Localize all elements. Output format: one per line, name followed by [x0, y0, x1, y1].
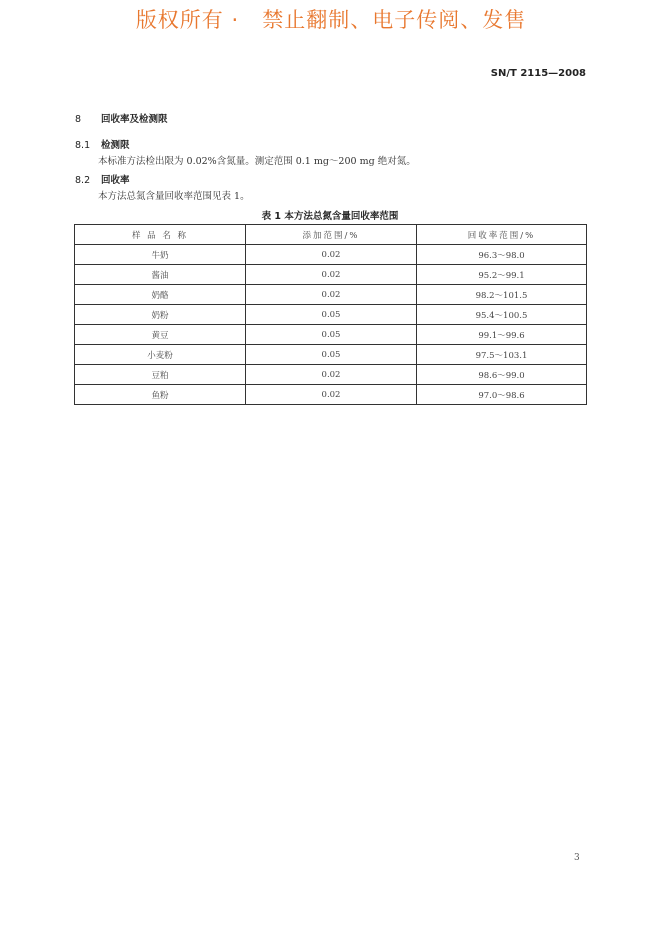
- cell-added: 0.05: [246, 345, 417, 365]
- cell-added: 0.02: [246, 285, 417, 305]
- cell-sample: 酱油: [75, 265, 246, 285]
- header-sample-name: 样 品 名 称: [75, 225, 246, 245]
- cell-sample: 奶酪: [75, 285, 246, 305]
- cell-recovery: 99.1～99.6: [417, 325, 587, 345]
- header-added-range: 添加范围/%: [246, 225, 417, 245]
- recovery-rate-text: 本方法总氮含量回收率范围见表 1。: [98, 191, 250, 202]
- cell-sample: 奶粉: [75, 305, 246, 325]
- cell-added: 0.02: [246, 245, 417, 265]
- page-number: 3: [574, 853, 580, 863]
- cell-sample: 牛奶: [75, 245, 246, 265]
- cell-recovery: 95.2～99.1: [417, 265, 587, 285]
- cell-recovery: 96.3～98.0: [417, 245, 587, 265]
- table-row: [75, 325, 587, 345]
- cell-recovery: 97.5～103.1: [417, 345, 587, 365]
- table-header-row: [75, 225, 587, 245]
- header-recovery-range: 回收率范围/%: [417, 225, 587, 245]
- cell-recovery: 97.0～98.6: [417, 385, 587, 405]
- table-row: [75, 265, 587, 285]
- section-title: 回收率: [101, 175, 130, 186]
- cell-added: 0.05: [246, 305, 417, 325]
- cell-recovery: 98.2～101.5: [417, 285, 587, 305]
- cell-added: 0.02: [246, 385, 417, 405]
- copyright-banner: 版权所有 · 禁止翻制、电子传阅、发售: [135, 8, 527, 32]
- table-row: [75, 385, 587, 405]
- section-title: 检测限: [101, 140, 130, 151]
- section-number: 8: [75, 114, 82, 125]
- cell-sample: 黄豆: [75, 325, 246, 345]
- cell-recovery: 98.6～99.0: [417, 365, 587, 385]
- section-number: 8.1: [75, 140, 91, 151]
- table-row: [75, 245, 587, 265]
- table-row: [75, 345, 587, 365]
- detection-limit-text: 本标准方法检出限为 0.02%含氮量。测定范围 0.1 mg～200 mg 绝对氮。: [98, 156, 416, 167]
- cell-sample: 鱼粉: [75, 385, 246, 405]
- standard-code: SN/T 2115—2008: [490, 68, 586, 79]
- cell-recovery: 95.4～100.5: [417, 305, 587, 325]
- table-caption: 表 1 本方法总氮含量回收率范围: [261, 211, 399, 222]
- cell-added: 0.05: [246, 325, 417, 345]
- cell-added: 0.02: [246, 365, 417, 385]
- section-title: 回收率及检测限: [101, 114, 168, 125]
- section-8-1-heading: [75, 137, 130, 151]
- table-row: [75, 285, 587, 305]
- cell-sample: 小麦粉: [75, 345, 246, 365]
- table-row: [75, 365, 587, 385]
- section-8-heading: [75, 111, 168, 125]
- table-row: [75, 305, 587, 325]
- cell-added: 0.02: [246, 265, 417, 285]
- recovery-table: [74, 224, 587, 405]
- cell-sample: 豆粕: [75, 365, 246, 385]
- section-8-2-heading: [75, 172, 130, 186]
- section-number: 8.2: [75, 175, 91, 186]
